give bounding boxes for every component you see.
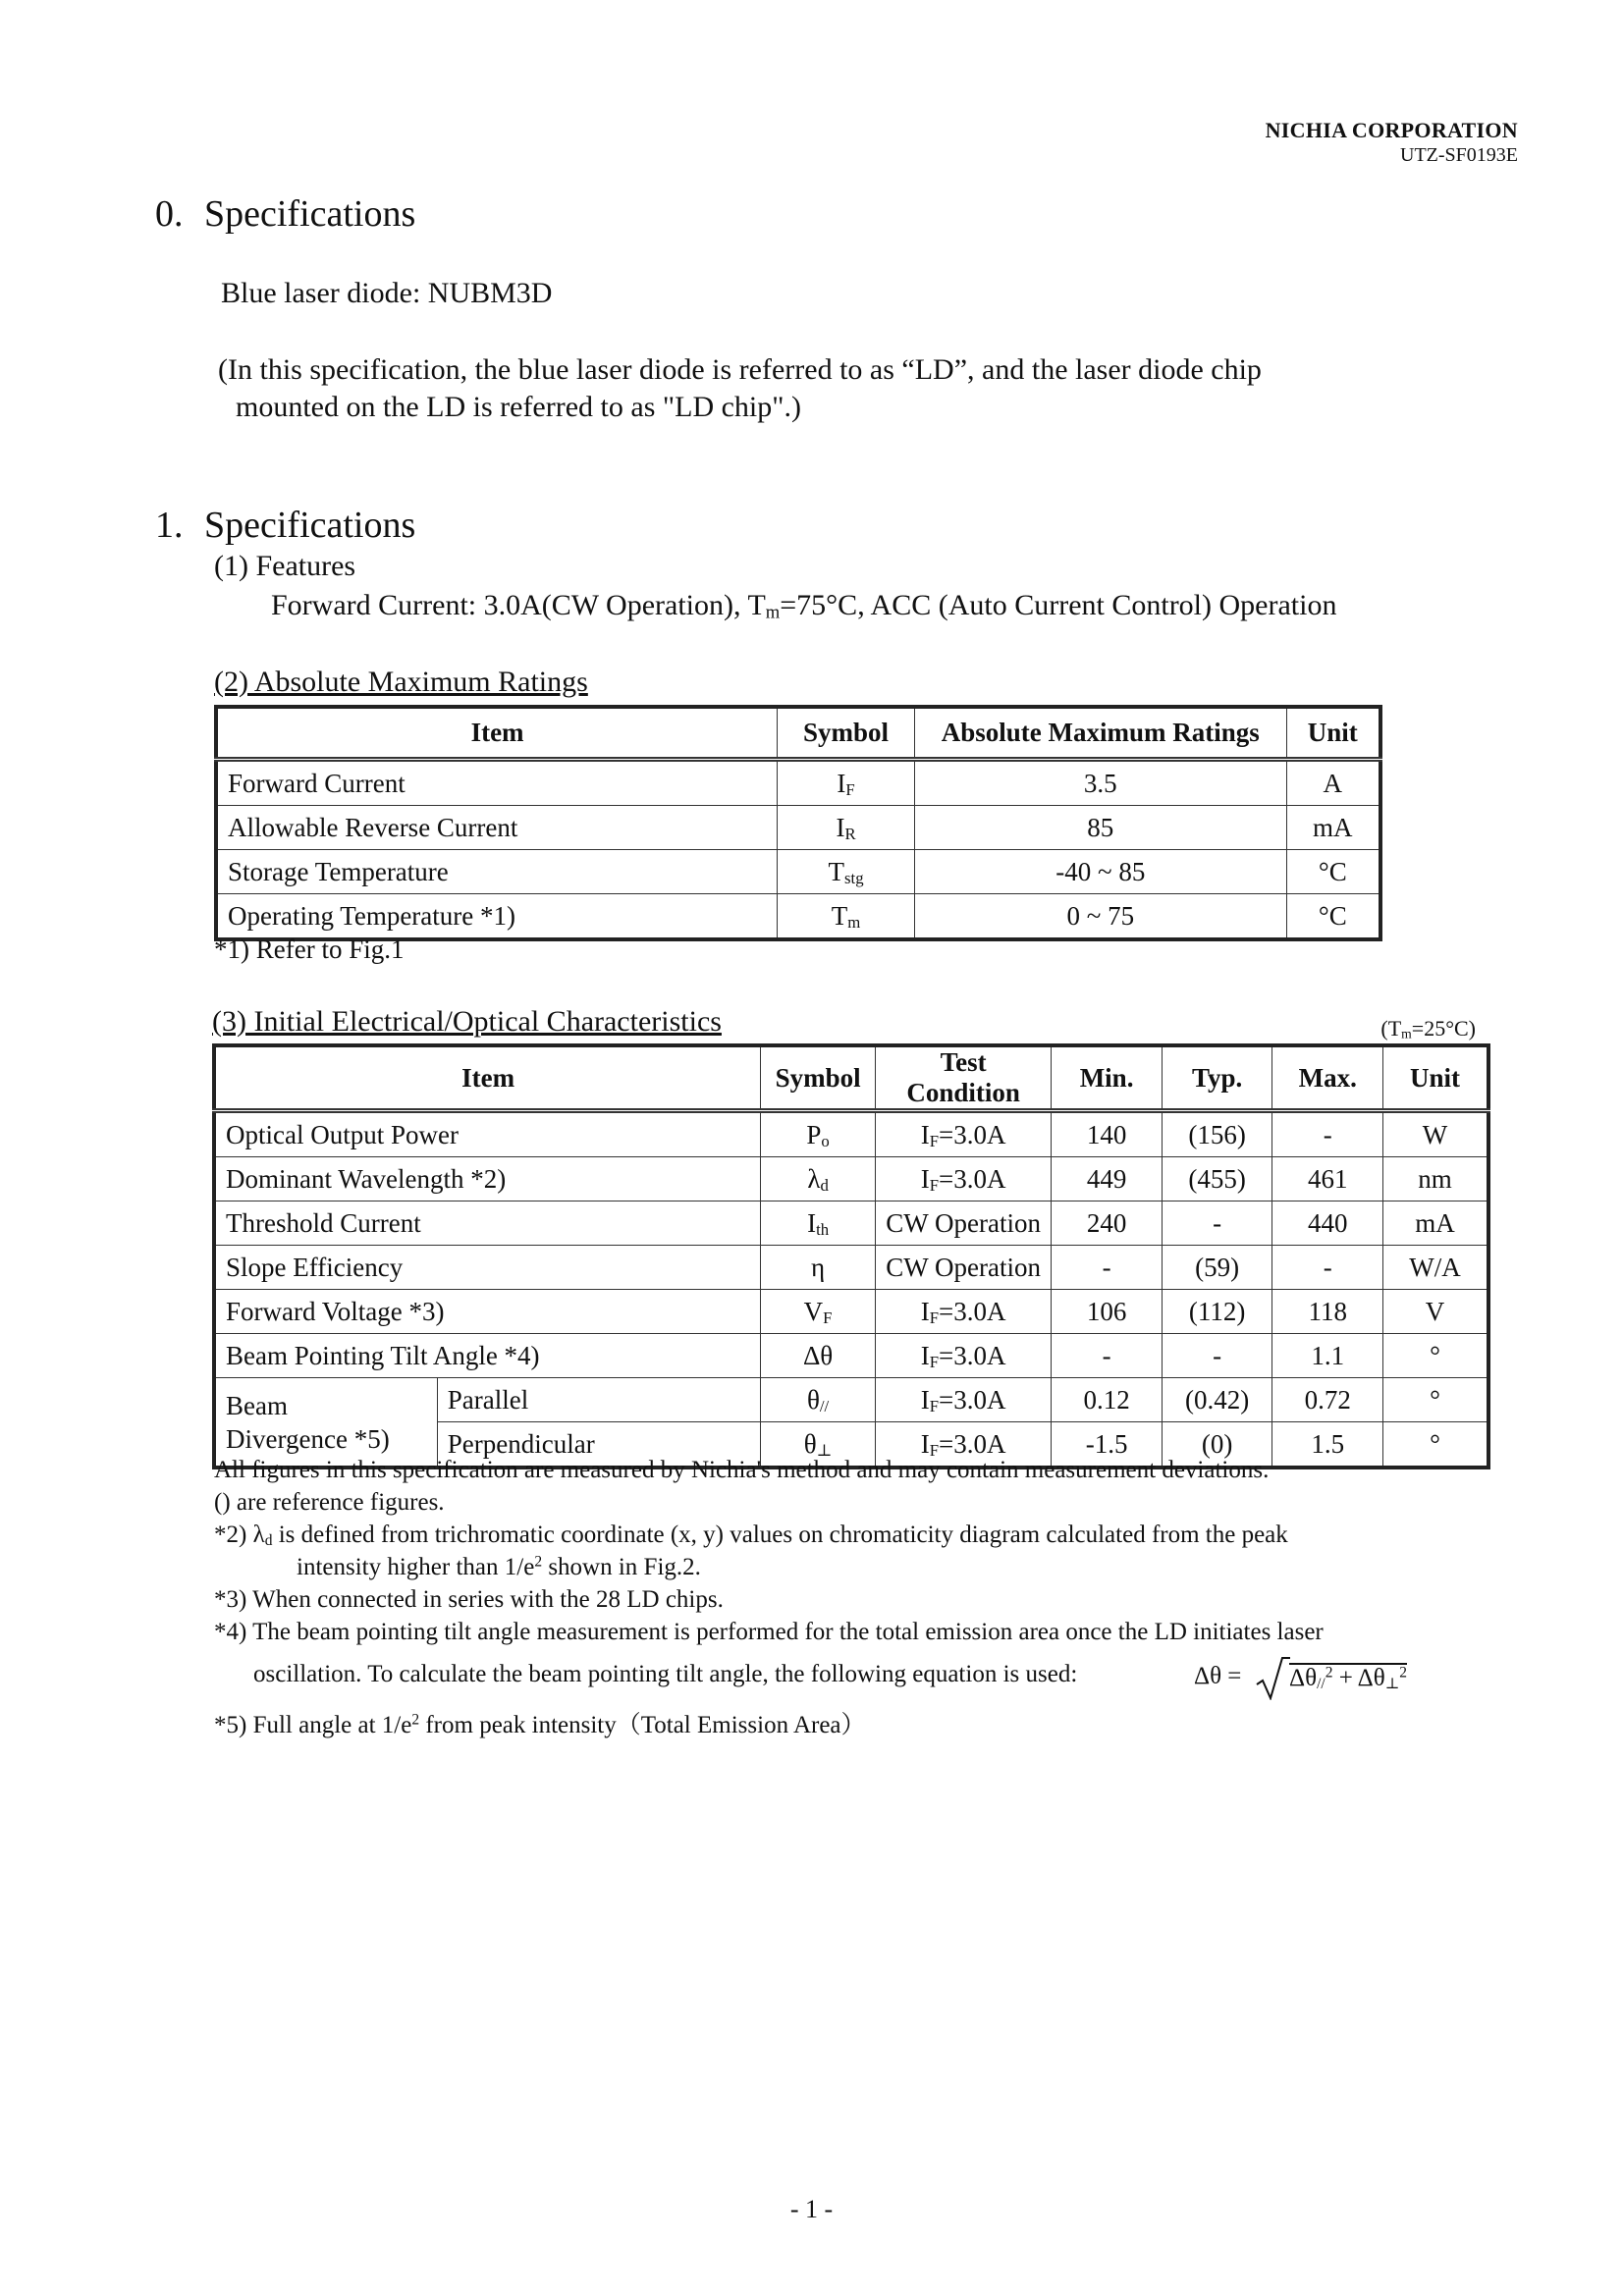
equation-lhs: Δθ = <box>1194 1663 1242 1689</box>
abs-max-header-row <box>216 707 1380 760</box>
row-unit: mA <box>1383 1201 1488 1246</box>
section1-number: 1. <box>155 505 184 546</box>
document-id: UTZ-SF0193E <box>1400 144 1518 166</box>
row-symbol: Δθ <box>761 1334 876 1378</box>
row-max: 0.72 <box>1272 1378 1383 1422</box>
table-row <box>216 806 1380 850</box>
row-min: 0.12 <box>1052 1378 1163 1422</box>
row-unit: mA <box>1286 806 1380 850</box>
initial-header-item: Item <box>214 1045 761 1111</box>
row-min: 140 <box>1052 1111 1163 1157</box>
row-unit: W <box>1383 1111 1488 1157</box>
row-max: - <box>1272 1111 1383 1157</box>
table-row <box>214 1378 1488 1422</box>
features-text-part1: Forward Current: 3.0A(CW Operation), T <box>271 589 766 621</box>
row-max: 1.5 <box>1272 1422 1383 1468</box>
row-symbol: $V_F$ <box>761 1290 876 1334</box>
table-row <box>214 1201 1488 1246</box>
row-value: -40 ~ 85 <box>914 850 1286 894</box>
row-condition: CW Operation <box>875 1246 1051 1290</box>
row-item: Operating Temperature *1) <box>216 894 778 940</box>
row-item: Forward Current <box>216 760 778 806</box>
section1-title: Specifications <box>204 505 416 546</box>
table-row <box>214 1157 1488 1201</box>
row-typ: (0) <box>1162 1422 1272 1468</box>
row-item: Forward Voltage *3) <box>214 1290 761 1334</box>
row-sub-item: Perpendicular <box>437 1422 760 1468</box>
note-2-line1: *2) $\lambda_d$ is defined from trichromatic coordinate (x, y) values on chromaticity diagram calculated from the peak <box>214 1522 1288 1549</box>
sqrt-icon <box>1255 1655 1290 1700</box>
row-unit: W/A <box>1383 1246 1488 1290</box>
note-3: *3) When connected in series with the 28 LD chips. <box>214 1586 724 1613</box>
row-unit: ° <box>1383 1378 1488 1422</box>
row-unit: V <box>1383 1290 1488 1334</box>
row-max: 1.1 <box>1272 1334 1383 1378</box>
initial-header-unit: Unit <box>1383 1045 1488 1111</box>
row-symbol: $P_o$ <box>761 1111 876 1157</box>
row-typ: - <box>1162 1201 1272 1246</box>
row-value: 0 ~ 75 <box>914 894 1286 940</box>
row-max: 118 <box>1272 1290 1383 1334</box>
row-symbol: $I_F$ <box>778 760 915 806</box>
abs-max-table <box>214 705 1382 941</box>
table-row <box>216 850 1380 894</box>
initial-header-condition: Test Condition <box>875 1045 1051 1111</box>
note-5: *5) Full angle at $1/e^2$ from peak intensity（Total Emission Area） <box>214 1711 866 1738</box>
row-item: Dominant Wavelength *2) <box>214 1157 761 1201</box>
table-row <box>214 1111 1488 1157</box>
row-typ: (59) <box>1162 1246 1272 1290</box>
row-max: 461 <box>1272 1157 1383 1201</box>
row-symbol: $\theta_{//}$ <box>761 1378 876 1422</box>
row-unit: °C <box>1286 850 1380 894</box>
row-unit: A <box>1286 760 1380 806</box>
row-condition: $I_F=3.0A$ <box>875 1157 1051 1201</box>
row-item: Allowable Reverse Current <box>216 806 778 850</box>
features-text-part2: =75°C, ACC (Auto Current Control) Operation <box>780 589 1337 621</box>
ld-note-line1: (In this specification, the blue laser diode is referred to as “LD”, and the laser diode chip <box>218 353 1262 386</box>
row-symbol: $\lambda_d$ <box>761 1157 876 1201</box>
row-typ: (0.42) <box>1162 1378 1272 1422</box>
initial-title: (3) Initial Electrical/Optical Characteristics <box>212 1005 722 1038</box>
row-min: - <box>1052 1246 1163 1290</box>
row-symbol: $\theta_\perp$ <box>761 1422 876 1468</box>
note-2-line2: intensity higher than $1/e^2$ shown in Fig.2. <box>297 1553 701 1580</box>
row-value: 85 <box>914 806 1286 850</box>
row-typ: (112) <box>1162 1290 1272 1334</box>
row-unit: ° <box>1383 1422 1488 1468</box>
abs-max-header-symbol: Symbol <box>778 707 915 760</box>
abs-max-title: (2) Absolute Maximum Ratings <box>214 666 588 698</box>
row-min: 106 <box>1052 1290 1163 1334</box>
row-symbol: $I_{th}$ <box>761 1201 876 1246</box>
initial-header-max: Max. <box>1272 1045 1383 1111</box>
initial-header-typ: Typ. <box>1162 1045 1272 1111</box>
row-unit: nm <box>1383 1157 1488 1201</box>
section0-title: Specifications <box>204 193 416 235</box>
row-min: -1.5 <box>1052 1422 1163 1468</box>
section1-heading <box>155 504 415 547</box>
row-condition: $I_F=3.0A$ <box>875 1111 1051 1157</box>
beam-divergence-label: Beam Divergence *5) <box>214 1378 437 1468</box>
abs-max-header-item: Item <box>216 707 778 760</box>
row-unit: ° <box>1383 1334 1488 1378</box>
note-4-line2: oscillation. To calculate the beam pointing tilt angle, the following equation is used: <box>253 1661 1078 1687</box>
row-max: - <box>1272 1246 1383 1290</box>
table-row <box>216 894 1380 940</box>
table-row <box>214 1290 1488 1334</box>
row-typ: (156) <box>1162 1111 1272 1157</box>
note-4-line1: *4) The beam pointing tilt angle measurement is performed for the total emission area once the LD initiates laser <box>214 1619 1324 1645</box>
row-typ: - <box>1162 1334 1272 1378</box>
abs-max-header-ratings: Absolute Maximum Ratings <box>914 707 1286 760</box>
row-unit: °C <box>1286 894 1380 940</box>
note-reference: () are reference figures. <box>214 1489 445 1516</box>
row-value: 3.5 <box>914 760 1286 806</box>
initial-condition: $(T_m=25^\circ C)$ <box>1380 1016 1476 1041</box>
table-row <box>214 1334 1488 1378</box>
note-all-figures: All figures in this specification are measured by Nichia's method and may contain measurement deviations. <box>214 1457 1270 1483</box>
page-number: - 1 - <box>789 2195 834 2223</box>
row-max: 440 <box>1272 1201 1383 1246</box>
row-symbol: η <box>761 1246 876 1290</box>
abs-max-footnote: *1) Refer to Fig.1 <box>214 934 405 964</box>
initial-header-row <box>214 1045 1488 1111</box>
ld-note-line2: mounted on the LD is referred to as "LD chip".) <box>236 391 801 423</box>
row-symbol: $I_R$ <box>778 806 915 850</box>
row-condition: $I_F=3.0A$ <box>875 1422 1051 1468</box>
table-row <box>214 1246 1488 1290</box>
section0-heading <box>155 192 415 236</box>
row-item: Optical Output Power <box>214 1111 761 1157</box>
sqrt-radicand: $\Delta\theta_{//}^2 + \Delta\theta_\perp^2$ <box>1289 1664 1408 1692</box>
initial-header-symbol: Symbol <box>761 1045 876 1111</box>
row-item: Slope Efficiency <box>214 1246 761 1290</box>
row-symbol: $T_{stg}$ <box>778 850 915 894</box>
row-typ: (455) <box>1162 1157 1272 1201</box>
row-min: 240 <box>1052 1201 1163 1246</box>
product-line: Blue laser diode: NUBM3D <box>221 277 553 309</box>
table-row <box>216 760 1380 806</box>
row-condition: $I_F=3.0A$ <box>875 1334 1051 1378</box>
row-condition: $I_F=3.0A$ <box>875 1378 1051 1422</box>
row-item: Threshold Current <box>214 1201 761 1246</box>
features-text-sub: m <box>765 602 781 623</box>
features-title: (1) Features <box>214 550 356 582</box>
row-sub-item: Parallel <box>437 1378 760 1422</box>
row-condition: $I_F=3.0A$ <box>875 1290 1051 1334</box>
abs-max-header-unit: Unit <box>1286 707 1380 760</box>
features-text <box>271 589 1336 622</box>
row-condition: CW Operation <box>875 1201 1051 1246</box>
company-name: NICHIA CORPORATION <box>1265 118 1518 142</box>
row-symbol: $T_m$ <box>778 894 915 940</box>
initial-table <box>212 1043 1490 1469</box>
row-item: Beam Pointing Tilt Angle *4) <box>214 1334 761 1378</box>
row-item: Storage Temperature <box>216 850 778 894</box>
row-min: - <box>1052 1334 1163 1378</box>
initial-header-min: Min. <box>1052 1045 1163 1111</box>
row-min: 449 <box>1052 1157 1163 1201</box>
section0-number: 0. <box>155 193 184 235</box>
